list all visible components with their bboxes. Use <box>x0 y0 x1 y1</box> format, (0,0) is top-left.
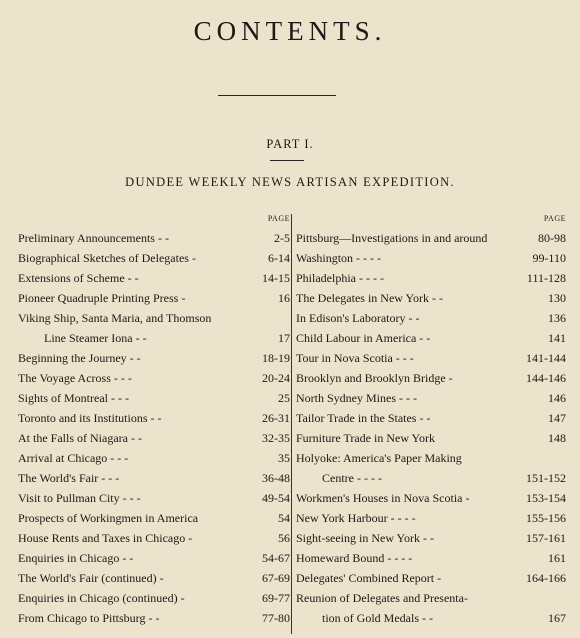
toc-entry <box>18 548 290 568</box>
toc-entry-title: Line Steamer Iona - - <box>44 331 147 345</box>
toc-entry-page: 111-128 <box>526 271 566 285</box>
left-column <box>18 214 290 628</box>
toc-entry-page: 36-48 <box>262 471 290 485</box>
toc-entry-page: 67-69 <box>262 571 290 585</box>
toc-entry-page <box>562 448 566 468</box>
toc-entry-title: The Voyage Across - - - <box>18 371 132 385</box>
toc-entry-page: 77-80 <box>262 611 290 625</box>
toc-entry <box>18 368 290 388</box>
toc-entry-title: Biographical Sketches of Delegates - <box>18 251 196 265</box>
toc-entry-page: 130 <box>548 291 566 305</box>
toc-entry-title: Brooklyn and Brooklyn Bridge - <box>296 371 453 385</box>
title-divider <box>218 95 336 96</box>
toc-entry <box>18 488 290 508</box>
toc-entry <box>296 388 566 408</box>
toc-entry-title: Homeward Bound - - - - <box>296 551 413 565</box>
toc-entry-page: 56 <box>278 531 290 545</box>
toc-entry <box>18 528 290 548</box>
toc-entry-page: 99-110 <box>532 251 566 265</box>
toc-entry-title: The World's Fair - - - <box>18 471 120 485</box>
toc-entry-page: 17 <box>278 331 290 345</box>
toc-entry <box>18 268 290 288</box>
toc-entry-title: Enquiries in Chicago (continued) - <box>18 591 185 605</box>
toc-entry-title: Pittsburg—Investigations in and around <box>296 231 488 245</box>
toc-entry <box>18 508 290 528</box>
toc-entry-title: House Rents and Taxes in Chicago - <box>18 531 193 545</box>
toc-entry-page: 16 <box>278 291 290 305</box>
toc-entry <box>296 608 566 628</box>
toc-entry <box>296 328 566 348</box>
toc-entry-title: Preliminary Announcements - - <box>18 231 169 245</box>
toc-entry-page <box>562 588 566 608</box>
toc-entry-title: Workmen's Houses in Nova Scotia - <box>296 491 470 505</box>
toc-entry <box>296 448 566 468</box>
toc-entry <box>18 448 290 468</box>
toc-entry-title: Pioneer Quadruple Printing Press - <box>18 291 186 305</box>
toc-entry <box>296 468 566 488</box>
toc-entry <box>296 568 566 588</box>
page-column-header: PAGE <box>543 214 566 223</box>
toc-entry-page: 18-19 <box>262 351 290 365</box>
toc-entry-page <box>286 308 290 328</box>
toc-entry <box>296 268 566 288</box>
toc-entry-page: 54-67 <box>262 551 290 565</box>
toc-entry <box>18 228 290 248</box>
toc-entry <box>296 508 566 528</box>
toc-entry <box>296 368 566 388</box>
toc-entry-title: Washington - - - - <box>296 251 382 265</box>
toc-entry-page: 26-31 <box>262 411 290 425</box>
toc-entry-title: North Sydney Mines - - - <box>296 391 417 405</box>
toc-entry-page: 151-152 <box>526 471 566 485</box>
page-column-header: PAGE <box>267 214 290 223</box>
part-divider <box>270 160 304 161</box>
toc-entry <box>296 428 566 448</box>
toc-entry-page: 80-98 <box>538 231 566 245</box>
toc-entry-page: 49-54 <box>262 491 290 505</box>
toc-entry-page: 69-77 <box>262 591 290 605</box>
toc-entry <box>18 588 290 608</box>
toc-entry-page: 153-154 <box>526 491 566 505</box>
left-entry-list <box>18 228 290 628</box>
toc-entry <box>18 408 290 428</box>
toc-entry <box>296 548 566 568</box>
toc-entry <box>18 568 290 588</box>
toc-entry-page: 144-146 <box>526 371 566 385</box>
toc-entry-page: 167 <box>548 611 566 625</box>
toc-entry-page: 141-144 <box>526 351 566 365</box>
toc-entry-page: 54 <box>278 511 290 525</box>
toc-entry-title: New York Harbour - - - - <box>296 511 416 525</box>
toc-entry-title: Enquiries in Chicago - - <box>18 551 134 565</box>
right-entry-list <box>296 228 566 628</box>
toc-entry-title: Philadelphia - - - - <box>296 271 384 285</box>
toc-entry <box>18 348 290 368</box>
toc-entry <box>18 248 290 268</box>
toc-entry-title: Viking Ship, Santa Maria, and Thomson <box>18 311 212 325</box>
toc-entry <box>296 588 566 608</box>
toc-entry-title: Beginning the Journey - - <box>18 351 141 365</box>
toc-entry-title: From Chicago to Pittsburg - - <box>18 611 160 625</box>
toc-entry-title: Sight-seeing in New York - - <box>296 531 434 545</box>
toc-entry-title: Reunion of Delegates and Presenta- <box>296 591 468 605</box>
toc-entry-page: 164-166 <box>526 571 566 585</box>
toc-entry-page: 136 <box>548 311 566 325</box>
toc-entry <box>18 428 290 448</box>
toc-entry-page: 6-14 <box>268 251 290 265</box>
toc-entry <box>296 408 566 428</box>
toc-entry-title: tion of Gold Medals - - <box>322 611 433 625</box>
section-subtitle: DUNDEE WEEKLY NEWS ARTISAN EXPEDITION. <box>125 175 455 189</box>
page-title: CONTENTS. <box>193 16 387 46</box>
toc-entry <box>296 248 566 268</box>
toc-entry-page: 141 <box>548 331 566 345</box>
toc-entry <box>296 528 566 548</box>
toc-entry <box>18 468 290 488</box>
toc-entry <box>18 308 290 328</box>
toc-entry <box>18 328 290 348</box>
toc-entry-page: 25 <box>278 391 290 405</box>
toc-entry-page: 14-15 <box>262 271 290 285</box>
toc-entry-title: Tailor Trade in the States - - <box>296 411 431 425</box>
toc-entry-title: The Delegates in New York - - <box>296 291 443 305</box>
toc-entry-title: In Edison's Laboratory - - <box>296 311 420 325</box>
toc-entry-title: Holyoke: America's Paper Making <box>296 451 462 465</box>
toc-entry-page: 147 <box>548 411 566 425</box>
toc-entry-page: 157-161 <box>526 531 566 545</box>
toc-entry-title: Prospects of Workingmen in America <box>18 511 199 525</box>
toc-entry <box>18 388 290 408</box>
toc-entry-title: Centre - - - - <box>322 471 382 485</box>
toc-entry-title: Furniture Trade in New York <box>296 431 436 445</box>
toc-entry-title: At the Falls of Niagara - - <box>18 431 142 445</box>
toc-entry-title: Sights of Montreal - - - <box>18 391 129 405</box>
toc-entry-page: 32-35 <box>262 431 290 445</box>
toc-entry-title: The World's Fair (continued) - <box>18 571 164 585</box>
column-divider <box>291 214 292 634</box>
toc-entry-page: 35 <box>278 451 290 465</box>
right-column <box>296 214 566 628</box>
toc-entry <box>18 608 290 628</box>
toc-entry-title: Child Labour in America - - <box>296 331 431 345</box>
toc-entry-title: Extensions of Scheme - - <box>18 271 139 285</box>
toc-entry <box>296 348 566 368</box>
toc-entry-title: Delegates' Combined Report - <box>296 571 442 585</box>
toc-entry <box>296 288 566 308</box>
toc-entry-title: Toronto and its Institutions - - <box>18 411 162 425</box>
toc-entry-page: 2-5 <box>274 231 290 245</box>
toc-entry <box>18 288 290 308</box>
toc-entry-title: Tour in Nova Scotia - - - <box>296 351 414 365</box>
toc-entry-page: 148 <box>548 431 566 445</box>
toc-entry <box>296 488 566 508</box>
toc-entry-page: 161 <box>548 551 566 565</box>
toc-entry-title: Arrival at Chicago - - - <box>18 451 129 465</box>
toc-entry <box>296 308 566 328</box>
toc-entry <box>296 228 566 248</box>
toc-entry-page: 20-24 <box>262 371 290 385</box>
toc-entry-title: Visit to Pullman City - - - <box>18 491 141 505</box>
toc-entry-page: 155-156 <box>526 511 566 525</box>
part-heading: PART I. <box>266 137 314 151</box>
toc-entry-page: 146 <box>548 391 566 405</box>
